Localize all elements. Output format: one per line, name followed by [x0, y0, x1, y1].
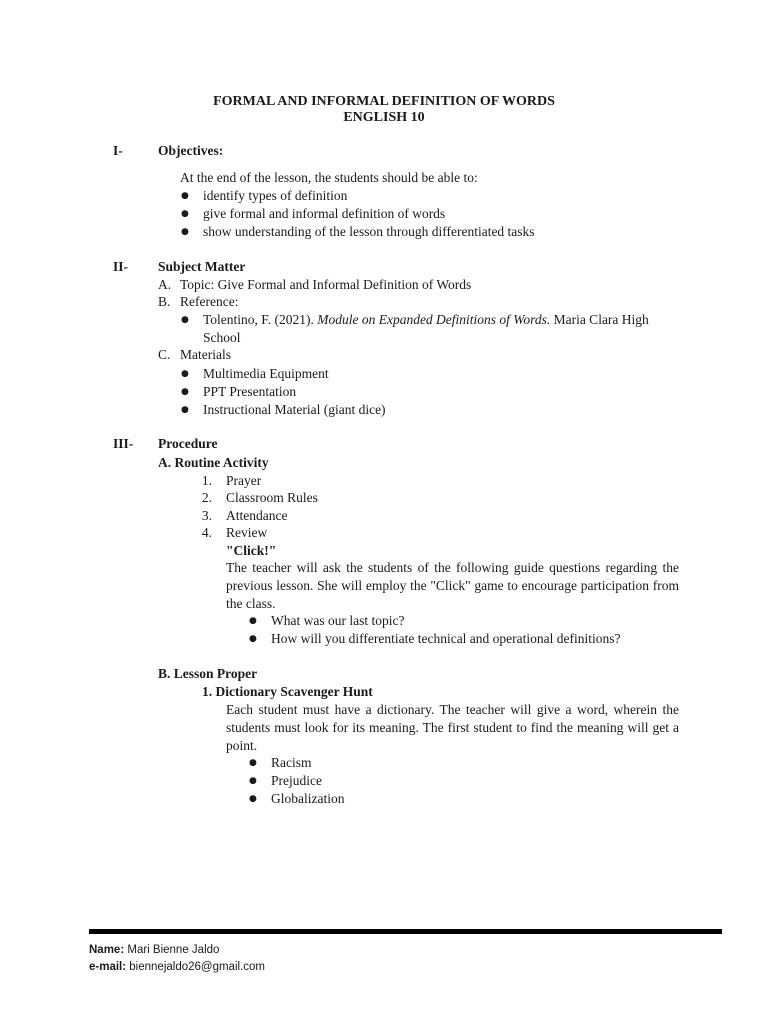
subsection-heading-routine: A. Routine Activity: [158, 455, 269, 470]
guide-question: What was our last topic?: [271, 613, 405, 628]
bullet-icon: ●: [249, 794, 257, 804]
bullet-icon: ●: [181, 315, 189, 325]
section-numeral-objectives: I-: [113, 143, 123, 158]
bullet-icon: ●: [181, 209, 189, 219]
objective-item: give formal and informal definition of words: [203, 206, 446, 221]
activity-description: Each student must have a dictionary. The teacher will give a word, wherein the students must look for its meaning. The first student to find the meaning will get a point.: [226, 702, 679, 753]
reference-school-continued: School: [203, 330, 241, 345]
bullet-icon: ●: [181, 191, 189, 201]
material-item: Multimedia Equipment: [203, 366, 329, 381]
bullet-icon: ●: [181, 387, 189, 397]
footer-divider: [89, 929, 722, 934]
objectives-intro: At the end of the lesson, the students should be able to:: [180, 170, 478, 185]
bullet-icon: ●: [181, 227, 189, 237]
step-number: 1.: [201, 473, 212, 488]
objective-item: identify types of definition: [203, 188, 348, 203]
activity-heading: 1. Dictionary Scavenger Hunt: [202, 684, 373, 699]
review-description: The teacher will ask the students of the following guide questions regarding the previous lesson. She will employ the "Click" game to encourage participation from the class.: [226, 560, 679, 611]
footer-name-label: Name:: [89, 944, 125, 956]
reference-citation: [203, 311, 649, 329]
step-label: Classroom Rules: [226, 490, 318, 505]
guide-question: How will you differentiate technical and operational definitions?: [271, 631, 621, 646]
list-letter: A.: [158, 277, 172, 292]
footer-email-value: biennejaldo26@gmail.com: [129, 961, 265, 973]
footer-email-label: e-mail:: [89, 961, 127, 973]
section-heading-objectives: Objectives:: [158, 143, 224, 158]
step-label: Review: [226, 525, 268, 540]
step-label: Prayer: [226, 473, 262, 488]
list-letter: B.: [158, 294, 171, 309]
footer-email: [89, 959, 265, 975]
reference-author: Tolentino, F. (2021).: [203, 312, 314, 327]
bullet-icon: ●: [249, 634, 257, 644]
reference-school: Maria Clara High: [553, 312, 649, 327]
footer-name: [89, 942, 219, 958]
bullet-icon: ●: [181, 369, 189, 379]
bullet-icon: ●: [249, 616, 257, 626]
step-label: Attendance: [226, 508, 288, 523]
section-numeral-procedure: III-: [113, 436, 134, 451]
document-title: FORMAL AND INFORMAL DEFINITION OF WORDS: [213, 94, 555, 109]
step-number: 4.: [201, 525, 212, 540]
section-heading-procedure: Procedure: [158, 436, 218, 451]
materials-label: Materials: [180, 347, 231, 362]
review-title: "Click!": [226, 543, 277, 558]
subsection-heading-lesson-proper: B. Lesson Proper: [158, 666, 258, 681]
topic-line: Topic: Give Formal and Informal Definition of Words: [180, 277, 472, 292]
section-numeral-subject-matter: II-: [113, 259, 129, 274]
material-item: Instructional Material (giant dice): [203, 402, 386, 417]
objective-item: show understanding of the lesson through differentiated tasks: [203, 224, 535, 239]
reference-title: Module on Expanded Definitions of Words.: [317, 312, 551, 327]
step-number: 2.: [201, 490, 212, 505]
bullet-icon: ●: [249, 776, 257, 786]
vocabulary-word: Globalization: [271, 791, 345, 806]
step-number: 3.: [201, 508, 212, 523]
list-letter: C.: [158, 347, 171, 362]
section-heading-subject-matter: Subject Matter: [158, 259, 246, 274]
bullet-icon: ●: [249, 758, 257, 768]
vocabulary-word: Prejudice: [271, 773, 322, 788]
bullet-icon: ●: [181, 405, 189, 415]
material-item: PPT Presentation: [203, 384, 297, 399]
vocabulary-word: Racism: [271, 755, 312, 770]
footer-name-value: Mari Bienne Jaldo: [127, 944, 220, 956]
reference-label: Reference:: [180, 294, 239, 309]
document-subtitle: ENGLISH 10: [343, 110, 425, 125]
